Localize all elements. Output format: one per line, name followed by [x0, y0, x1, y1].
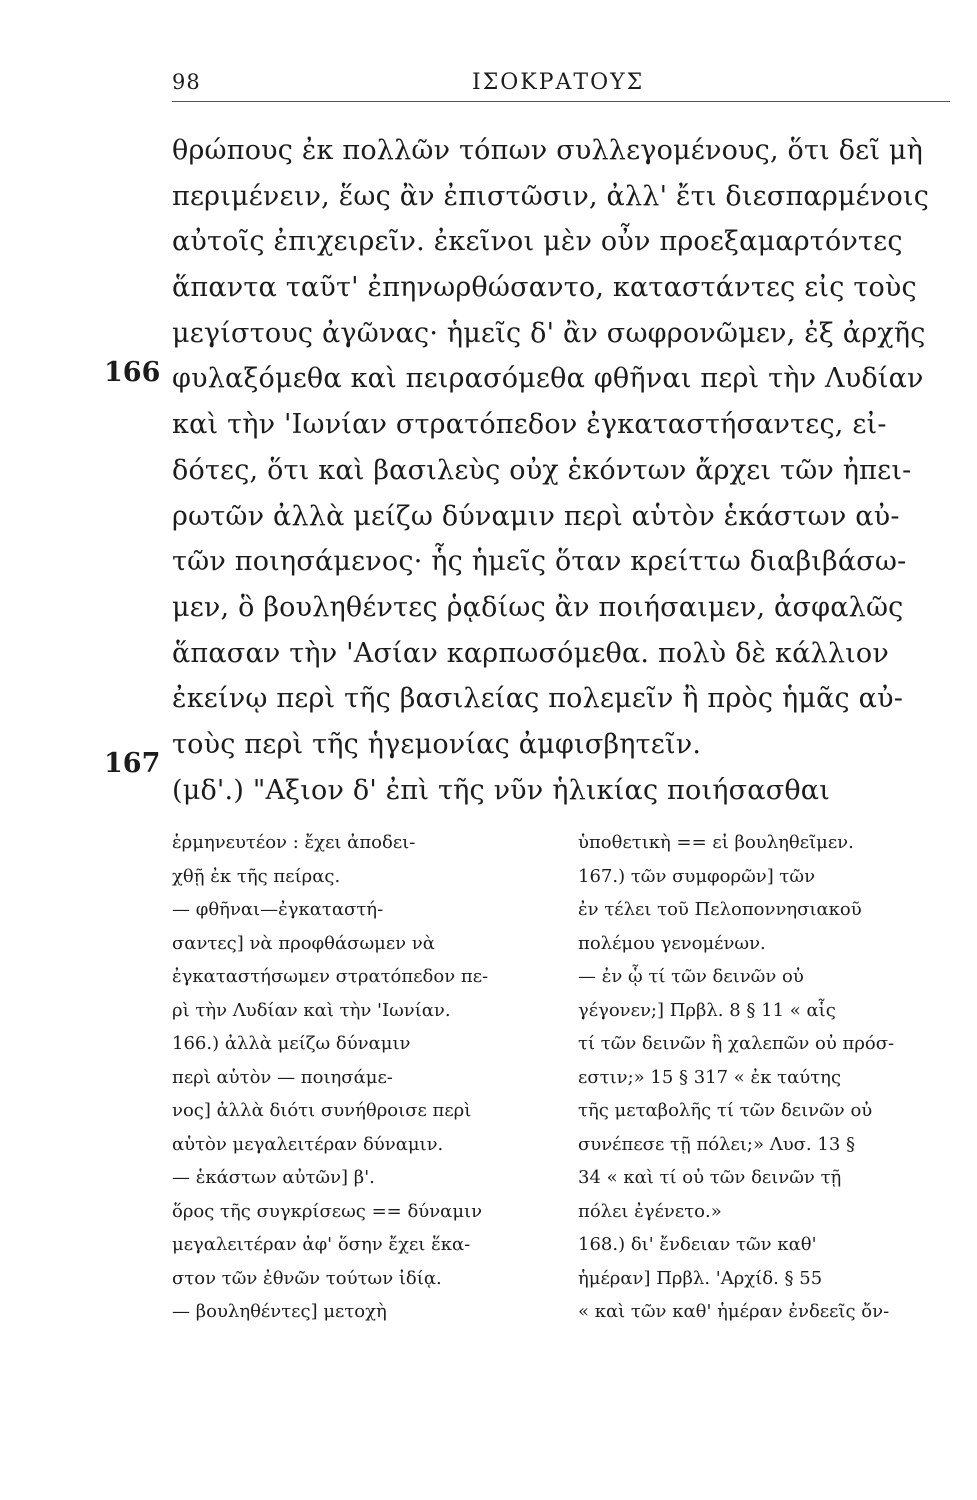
header-rule	[172, 101, 950, 102]
note-line: — βουληθέντες] μετοχὴ	[172, 1301, 387, 1322]
note-line: 34 « καὶ τί οὐ τῶν δεινῶν τῇ	[578, 1167, 842, 1188]
note-line: αὑτὸν μεγαλειτέραν δύναμιν.	[172, 1133, 444, 1155]
text-line: περιμένειν, ἕως ἂν ἐπιστῶσιν, ἀλλ' ἔτι διεσπαρμένοις	[172, 180, 930, 212]
note-line: 168.) δι' ἔνδειαν τῶν καθ'	[578, 1234, 817, 1255]
note-line: ρὶ τὴν Λυδίαν καὶ τὴν 'Ιωνίαν.	[172, 999, 451, 1021]
text-line: δότες, ὅτι καὶ βασιλεὺς οὐχ ἑκόντων ἄρχει τῶν ἠπει-	[172, 454, 912, 486]
note-line: τῆς μεταβολῆς τί τῶν δεινῶν οὐ	[578, 1100, 873, 1121]
text-line: φυλαξόμεθα καὶ πειρασόμεθα φθῆναι περὶ τὴν Λυδίαν	[172, 363, 924, 395]
text-line: ρωτῶν ἀλλὰ μείζω δύναμιν περὶ αὑτὸν ἑκάστων αὐ-	[172, 500, 900, 532]
text-line: μεν, ὃ βουληθέντες ῥᾳδίως ἂν ποιήσαιμεν, ἀσφαλῶς	[172, 591, 904, 623]
text-line: ἐκείνῳ περὶ τῆς βασιλείας πολεμεῖν ἢ πρὸς ἡμᾶς αὐ-	[172, 683, 904, 715]
text-line: καὶ τὴν 'Ιωνίαν στρατόπεδον ἐγκαταστήσαντες, εἰ-	[172, 409, 887, 441]
note-line: ἑρμηνευτέον : ἔχει ἀποδει-	[172, 832, 416, 853]
text-line: αὐτοῖς ἐπιχειρεῖν. ἐκεῖνοι μὲν οὖν προεξαμαρτόντες	[172, 226, 903, 258]
text-line: τῶν ποιησάμενος· ἧς ἡμεῖς ὅταν κρείττω διαβιβάσω-	[172, 546, 907, 578]
text-line: (μδ'.) "Αξιον δ' ἐπὶ τῆς νῦν ἡλικίας ποιήσασθαι	[172, 774, 830, 806]
note-line: σαντες] νὰ προφθάσωμεν νὰ	[172, 932, 435, 954]
note-line: μεγαλειτέραν ἀφ' ὅσην ἔχει ἕκα-	[172, 1234, 471, 1255]
note-line: « καὶ τῶν καθ' ἡμέραν ἐνδεεῖς ὄν-	[578, 1301, 890, 1322]
note-line: 166.) ἀλλὰ μείζω δύναμιν	[172, 1033, 411, 1054]
text-line: θρώπους ἐκ πολλῶν τόπων συλλεγομένους, ὅτι δεῖ μὴ	[172, 135, 924, 166]
note-line: χθῇ ἐκ τῆς πείρας.	[172, 865, 341, 887]
text-line: ἅπαντα ταῦτ' ἐπηνωρθώσαντο, καταστάντες εἰς τοὺς	[172, 272, 917, 304]
note-line: ἡμέραν] Πρβλ. 'Αρχίδ. § 55	[578, 1267, 823, 1289]
note-line: 167.) τῶν συμφορῶν] τῶν	[578, 865, 816, 887]
commentary-column-left	[172, 826, 552, 1329]
note-line: ἐν τέλει τοῦ Πελοποννησιακοῦ	[578, 899, 862, 920]
commentary-column-right	[578, 826, 958, 1329]
note-line: ὑποθετικὴ == εἰ βουληθεῖμεν.	[578, 832, 854, 853]
page-number: 98	[172, 70, 201, 94]
note-line: περὶ αὑτὸν — ποιησάμε-	[172, 1066, 393, 1088]
margin-section-number: 166	[104, 357, 161, 388]
text-line: τοὺς περὶ τῆς ἡγεμονίας ἀμφισβητεῖν.	[172, 728, 702, 760]
margin-section-number: 167	[104, 748, 161, 779]
main-text-block	[172, 128, 962, 813]
note-line: στον τῶν ἐθνῶν τούτων ἰδίᾳ.	[172, 1267, 442, 1289]
note-line: τί τῶν δεινῶν ἢ χαλεπῶν οὐ πρόσ-	[578, 1033, 895, 1054]
note-line: γέγονεν;] Πρβλ. 8 § 11 « αἷς	[578, 999, 836, 1021]
note-line: νος] ἀλλὰ διότι συνήθροισε περὶ	[172, 1100, 472, 1121]
note-line: — ἑκάστων αὐτῶν] β'.	[172, 1167, 375, 1188]
note-line: ὅρος τῆς συγκρίσεως == δύναμιν	[172, 1200, 483, 1222]
text-line: ἅπασαν τὴν 'Ασίαν καρπωσόμεθα. πολὺ δὲ κάλλιον	[172, 637, 889, 669]
note-line: πόλει ἐγένετο.»	[578, 1200, 722, 1222]
page-header	[172, 70, 950, 104]
text-line: μεγίστους ἀγῶνας· ἡμεῖς δ' ἂν σωφρονῶμεν, ἐξ ἀρχῆς	[172, 317, 926, 349]
note-line: πολέμου γενομένων.	[578, 932, 766, 954]
note-line: — φθῆναι—ἐγκαταστή-	[172, 899, 384, 920]
note-line: — ἐν ᾧ τί τῶν δεινῶν οὐ	[578, 966, 804, 987]
note-line: συνέπεσε τῇ πόλει;» Λυσ. 13 §	[578, 1133, 856, 1155]
running-title: ΙΣΟΚΡΑΤΟΥΣ	[472, 70, 645, 95]
note-line: ἐγκαταστήσωμεν στρατόπεδον πε-	[172, 966, 489, 987]
note-line: εστιν;» 15 § 317 « ἐκ ταύτης	[578, 1066, 842, 1088]
